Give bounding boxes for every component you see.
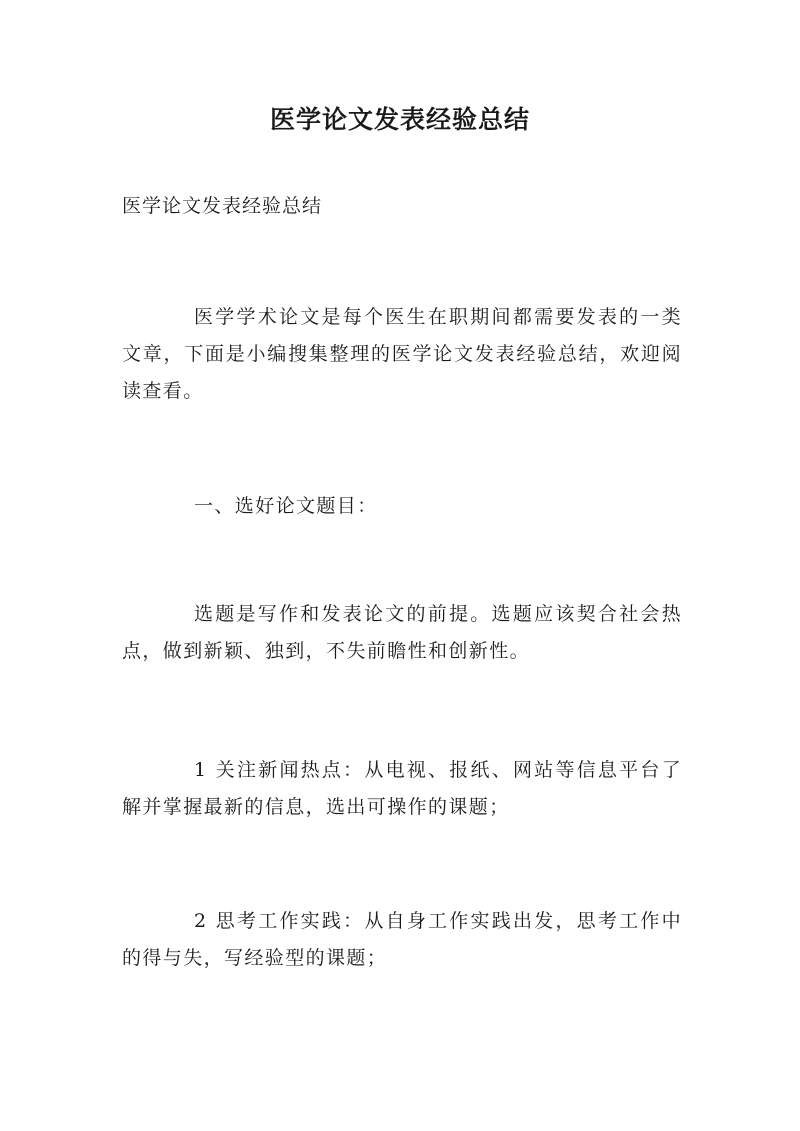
- document-subtitle: 医学论文发表经验总结: [122, 195, 323, 217]
- intro-paragraph: 医学学术论文是每个医生在职期间都需要发表的一类文章，下面是小编搜集整理的医学论文发表经验总结，欢迎阅读查看。: [122, 306, 682, 402]
- section-heading-1: 一、选好论文题目：: [194, 495, 378, 517]
- section-paragraph-topic-selection: 选题是写作和发表论文的前提。选题应该契合社会热点，做到新颖、独到，不失前瞻性和创新性。: [122, 603, 682, 662]
- document-title: 医学论文发表经验总结: [269, 105, 530, 134]
- list-item-1: 1 关注新闻热点：从电视、报纸、网站等信息平台了解并掌握最新的信息，选出可操作的课题；: [122, 759, 682, 818]
- list-item-2: 2 思考工作实践：从自身工作实践出发，思考工作中的得与失，写经验型的课题；: [122, 910, 682, 969]
